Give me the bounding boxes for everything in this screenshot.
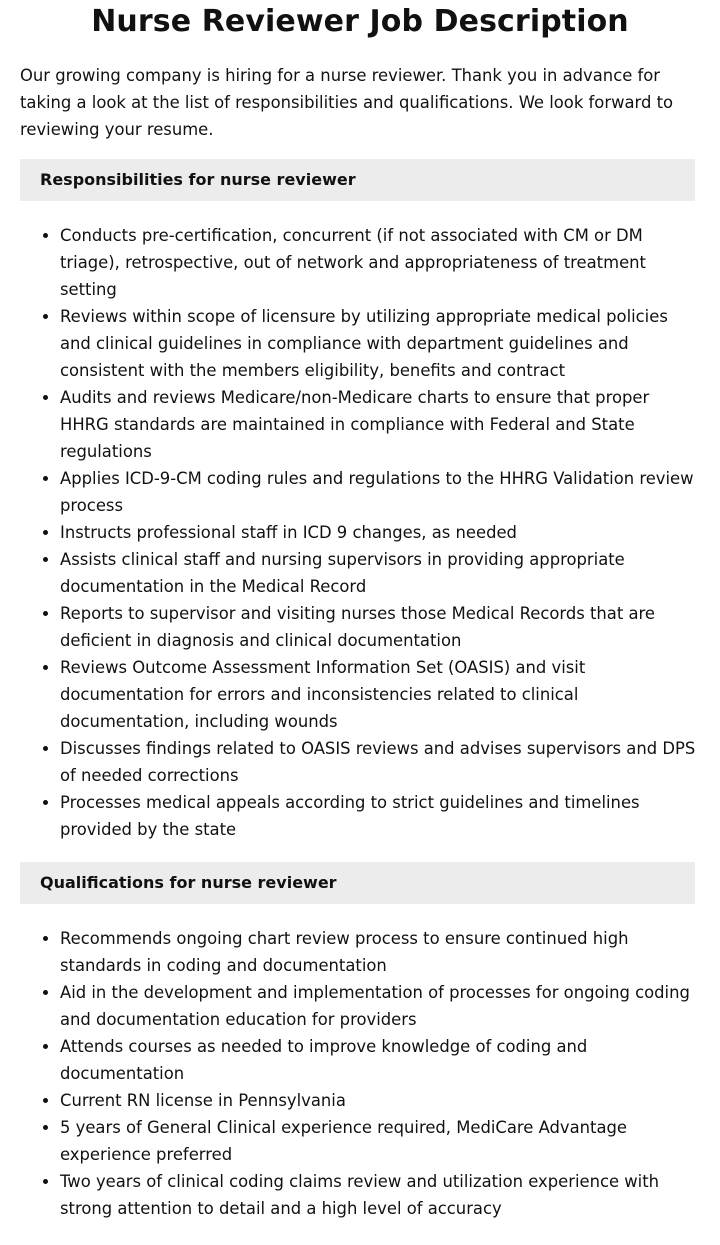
list-item: • Reviews within scope of licensure by utilizing appropriate medical policies and clinical guidelines in compliance with department guidelines and consistent with the members eligibility, benefits and contract xyxy=(60,303,700,384)
list-item: • Conducts pre-certification, concurrent (if not associated with CM or DM triage), retrospective, out of network and appropriateness of treatment setting xyxy=(60,222,700,303)
list-item: • Reports to supervisor and visiting nurses those Medical Records that are deficient in diagnosis and clinical documentation xyxy=(60,600,700,654)
list-item: • Reviews Outcome Assessment Information Set (OASIS) and visit documentation for errors and inconsistencies related to clinical documentation, including wounds xyxy=(60,654,700,735)
list-item: • Attends courses as needed to improve knowledge of coding and documentation xyxy=(60,1033,700,1087)
list-item: • Applies ICD-9-CM coding rules and regulations to the HHRG Validation review process xyxy=(60,465,700,519)
list-item: • 5 years of General Clinical experience required, MediCare Advantage experience preferred xyxy=(60,1114,700,1168)
list-item: • Two years of clinical coding claims review and utilization experience with strong attention to detail and a high level of accuracy xyxy=(60,1168,700,1222)
qualifications-list xyxy=(20,925,700,1222)
list-item: • Aid in the development and implementation of processes for ongoing coding and documentation education for providers xyxy=(60,979,700,1033)
list-item: • Instructs professional staff in ICD 9 changes, as needed xyxy=(60,519,700,546)
list-item: • Processes medical appeals according to strict guidelines and timelines provided by the state xyxy=(60,789,700,843)
responsibilities-list xyxy=(20,222,700,843)
list-item: • Discusses findings related to OASIS reviews and advises supervisors and DPS of needed corrections xyxy=(60,735,700,789)
intro-paragraph: Our growing company is hiring for a nurse reviewer. Thank you in advance for taking a look at the list of responsibilities and qualifications. We look forward to reviewing your resume. xyxy=(20,66,674,139)
page-title: Nurse Reviewer Job Description xyxy=(91,4,629,39)
list-item: • Recommends ongoing chart review process to ensure continued high standards in coding and documentation xyxy=(60,925,700,979)
list-item: • Assists clinical staff and nursing supervisors in providing appropriate documentation in the Medical Record xyxy=(60,546,700,600)
responsibilities-heading: Responsibilities for nurse reviewer xyxy=(20,159,695,201)
list-item: • Audits and reviews Medicare/non-Medicare charts to ensure that proper HHRG standards are maintained in compliance with Federal and State regulations xyxy=(60,384,700,465)
qualifications-heading: Qualifications for nurse reviewer xyxy=(20,862,695,904)
list-item: • Current RN license in Pennsylvania xyxy=(60,1087,700,1114)
